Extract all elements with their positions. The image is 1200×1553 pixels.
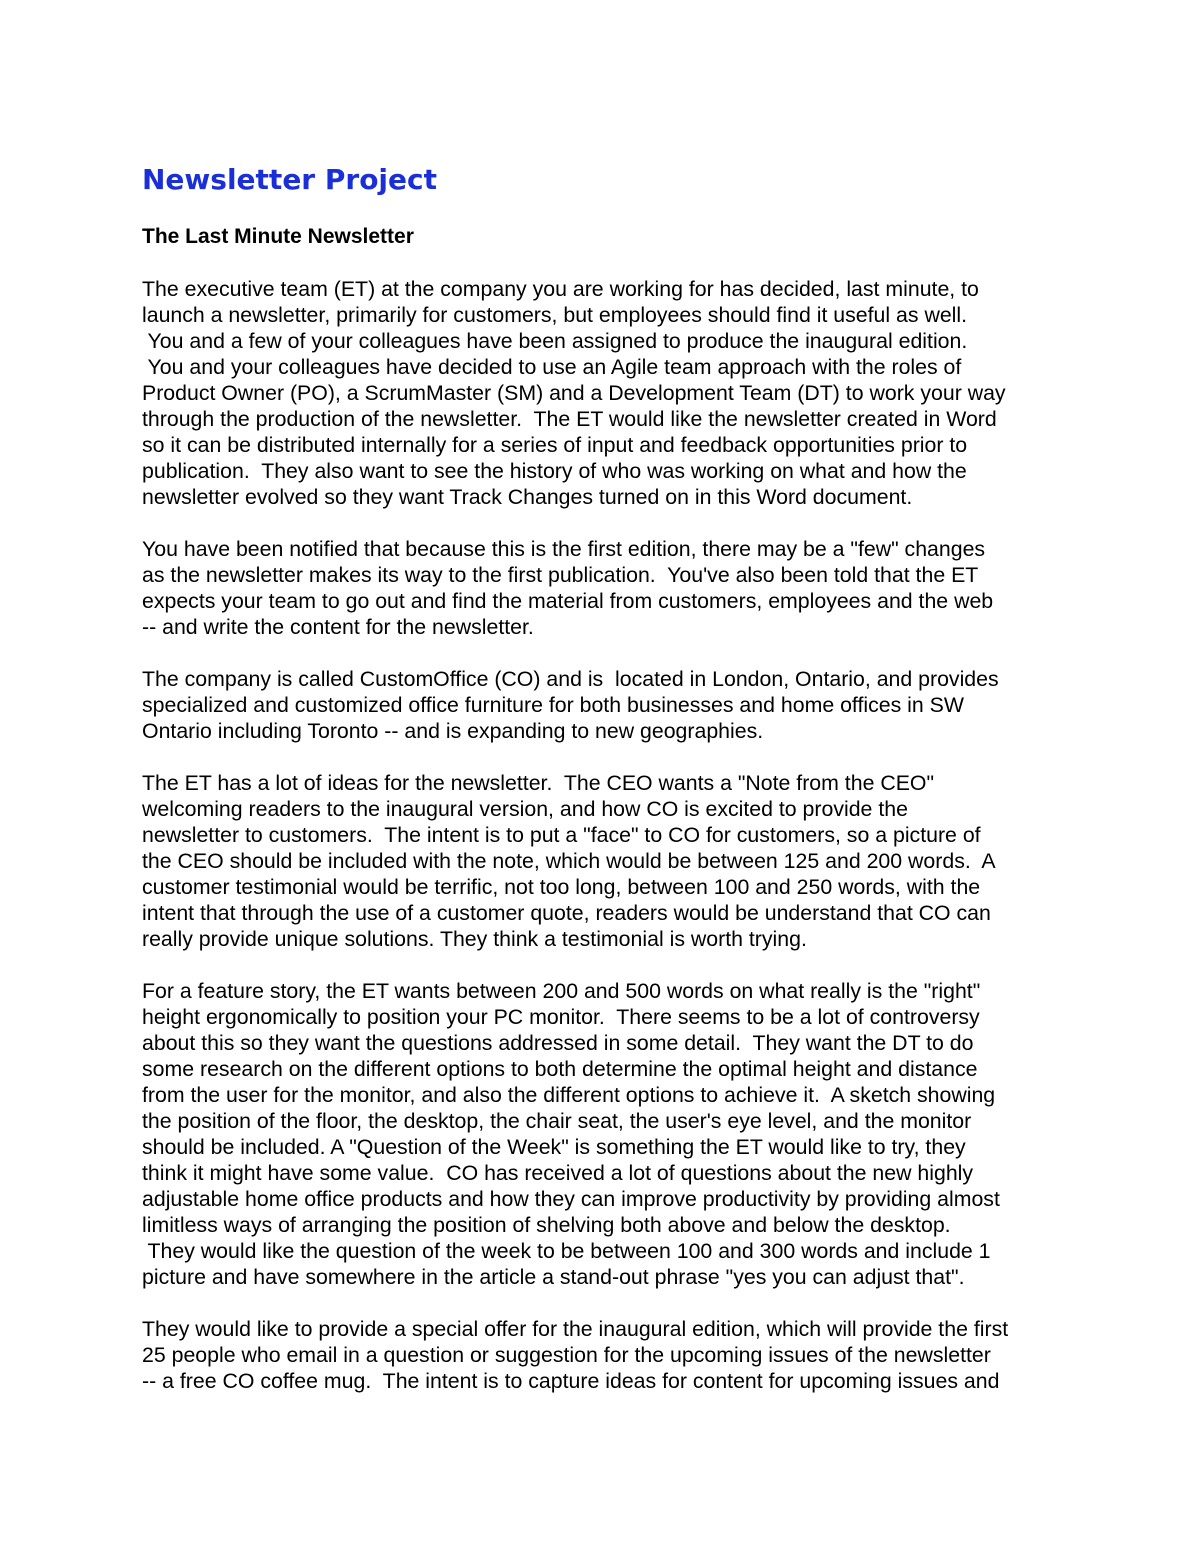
paragraph [142, 536, 1082, 640]
text-line: really provide unique solutions. They think a testimonial is worth trying. [142, 927, 807, 951]
text-line: as the newsletter makes its way to the first publication. You've also been told that the ET [142, 563, 979, 587]
text-line: publication. They also want to see the history of who was working on what and how the [142, 459, 967, 483]
text-line: -- and write the content for the newsletter. [142, 615, 534, 639]
text-line: from the user for the monitor, and also the different options to achieve it. A sketch showing [142, 1083, 996, 1107]
text-line: intent that through the use of a customer quote, readers would be understand that CO can [142, 901, 991, 925]
text-line: The executive team (ET) at the company you are working for has decided, last minute, to [142, 277, 979, 301]
text-line: -- a free CO coffee mug. The intent is to capture ideas for content for upcoming issues and [142, 1369, 1000, 1393]
text-line: think it might have some value. CO has received a lot of questions about the new highly [142, 1161, 974, 1185]
text-line: The company is called CustomOffice (CO) and is located in London, Ontario, and provides [142, 667, 999, 691]
text-line: launch a newsletter, primarily for customers, but employees should find it useful as well. [142, 303, 968, 327]
text-line: so it can be distributed internally for a series of input and feedback opportunities prior to [142, 433, 968, 457]
text-line: picture and have somewhere in the article a stand-out phrase "yes you can adjust that". [142, 1265, 965, 1289]
text-line: specialized and customized office furniture for both businesses and home offices in SW [142, 693, 964, 717]
text-line: Product Owner (PO), a ScrumMaster (SM) and a Development Team (DT) to work your way [142, 381, 1006, 405]
paragraph [142, 276, 1082, 510]
text-line: customer testimonial would be terrific, not too long, between 100 and 250 words, with the [142, 875, 981, 899]
text-line: expects your team to go out and find the material from customers, employees and the web [142, 589, 994, 613]
text-line: They would like the question of the week to be between 100 and 300 words and include 1 [142, 1239, 991, 1263]
text-line: You have been notified that because this is the first edition, there may be a "few" changes [142, 537, 986, 561]
text-line: 25 people who email in a question or suggestion for the upcoming issues of the newsletter [142, 1343, 991, 1367]
text-line: welcoming readers to the inaugural version, and how CO is excited to provide the [142, 797, 908, 821]
text-line: For a feature story, the ET wants between 200 and 500 words on what really is the "right" [142, 979, 981, 1003]
text-line: the position of the floor, the desktop, the chair seat, the user's eye level, and the monitor [142, 1109, 972, 1133]
text-line: should be included. A "Question of the Week" is something the ET would like to try, they [142, 1135, 966, 1159]
text-line: newsletter to customers. The intent is to put a "face" to CO for customers, so a picture of [142, 823, 981, 847]
document-title: Newsletter Project [142, 163, 437, 196]
text-line: some research on the different options to both determine the optimal height and distance [142, 1057, 978, 1081]
text-line: Ontario including Toronto -- and is expanding to new geographies. [142, 719, 764, 743]
text-line: newsletter evolved so they want Track Changes turned on in this Word document. [142, 485, 913, 509]
paragraph [142, 666, 1082, 744]
text-line: The ET has a lot of ideas for the newsletter. The CEO wants a "Note from the CEO" [142, 771, 935, 795]
text-line: through the production of the newsletter. The ET would like the newsletter created in Word [142, 407, 997, 431]
paragraph [142, 1316, 1082, 1394]
text-line: You and your colleagues have decided to use an Agile team approach with the roles of [142, 355, 962, 379]
text-line: the CEO should be included with the note, which would be between 125 and 200 words. A [142, 849, 996, 873]
text-line: adjustable home office products and how they can improve productivity by providing almost [142, 1187, 1000, 1211]
paragraph [142, 770, 1082, 952]
text-line: You and a few of your colleagues have been assigned to produce the inaugural edition. [142, 329, 968, 353]
text-line: about this so they want the questions addressed in some detail. They want the DT to do [142, 1031, 974, 1055]
document-subtitle: The Last Minute Newsletter [142, 225, 414, 248]
text-line: They would like to provide a special offer for the inaugural edition, which will provide the first [142, 1317, 1009, 1341]
document-body [142, 276, 1082, 1420]
paragraph [142, 978, 1082, 1290]
text-line: height ergonomically to position your PC monitor. There seems to be a lot of controversy [142, 1005, 980, 1029]
text-line: limitless ways of arranging the position of shelving both above and below the desktop. [142, 1213, 951, 1237]
